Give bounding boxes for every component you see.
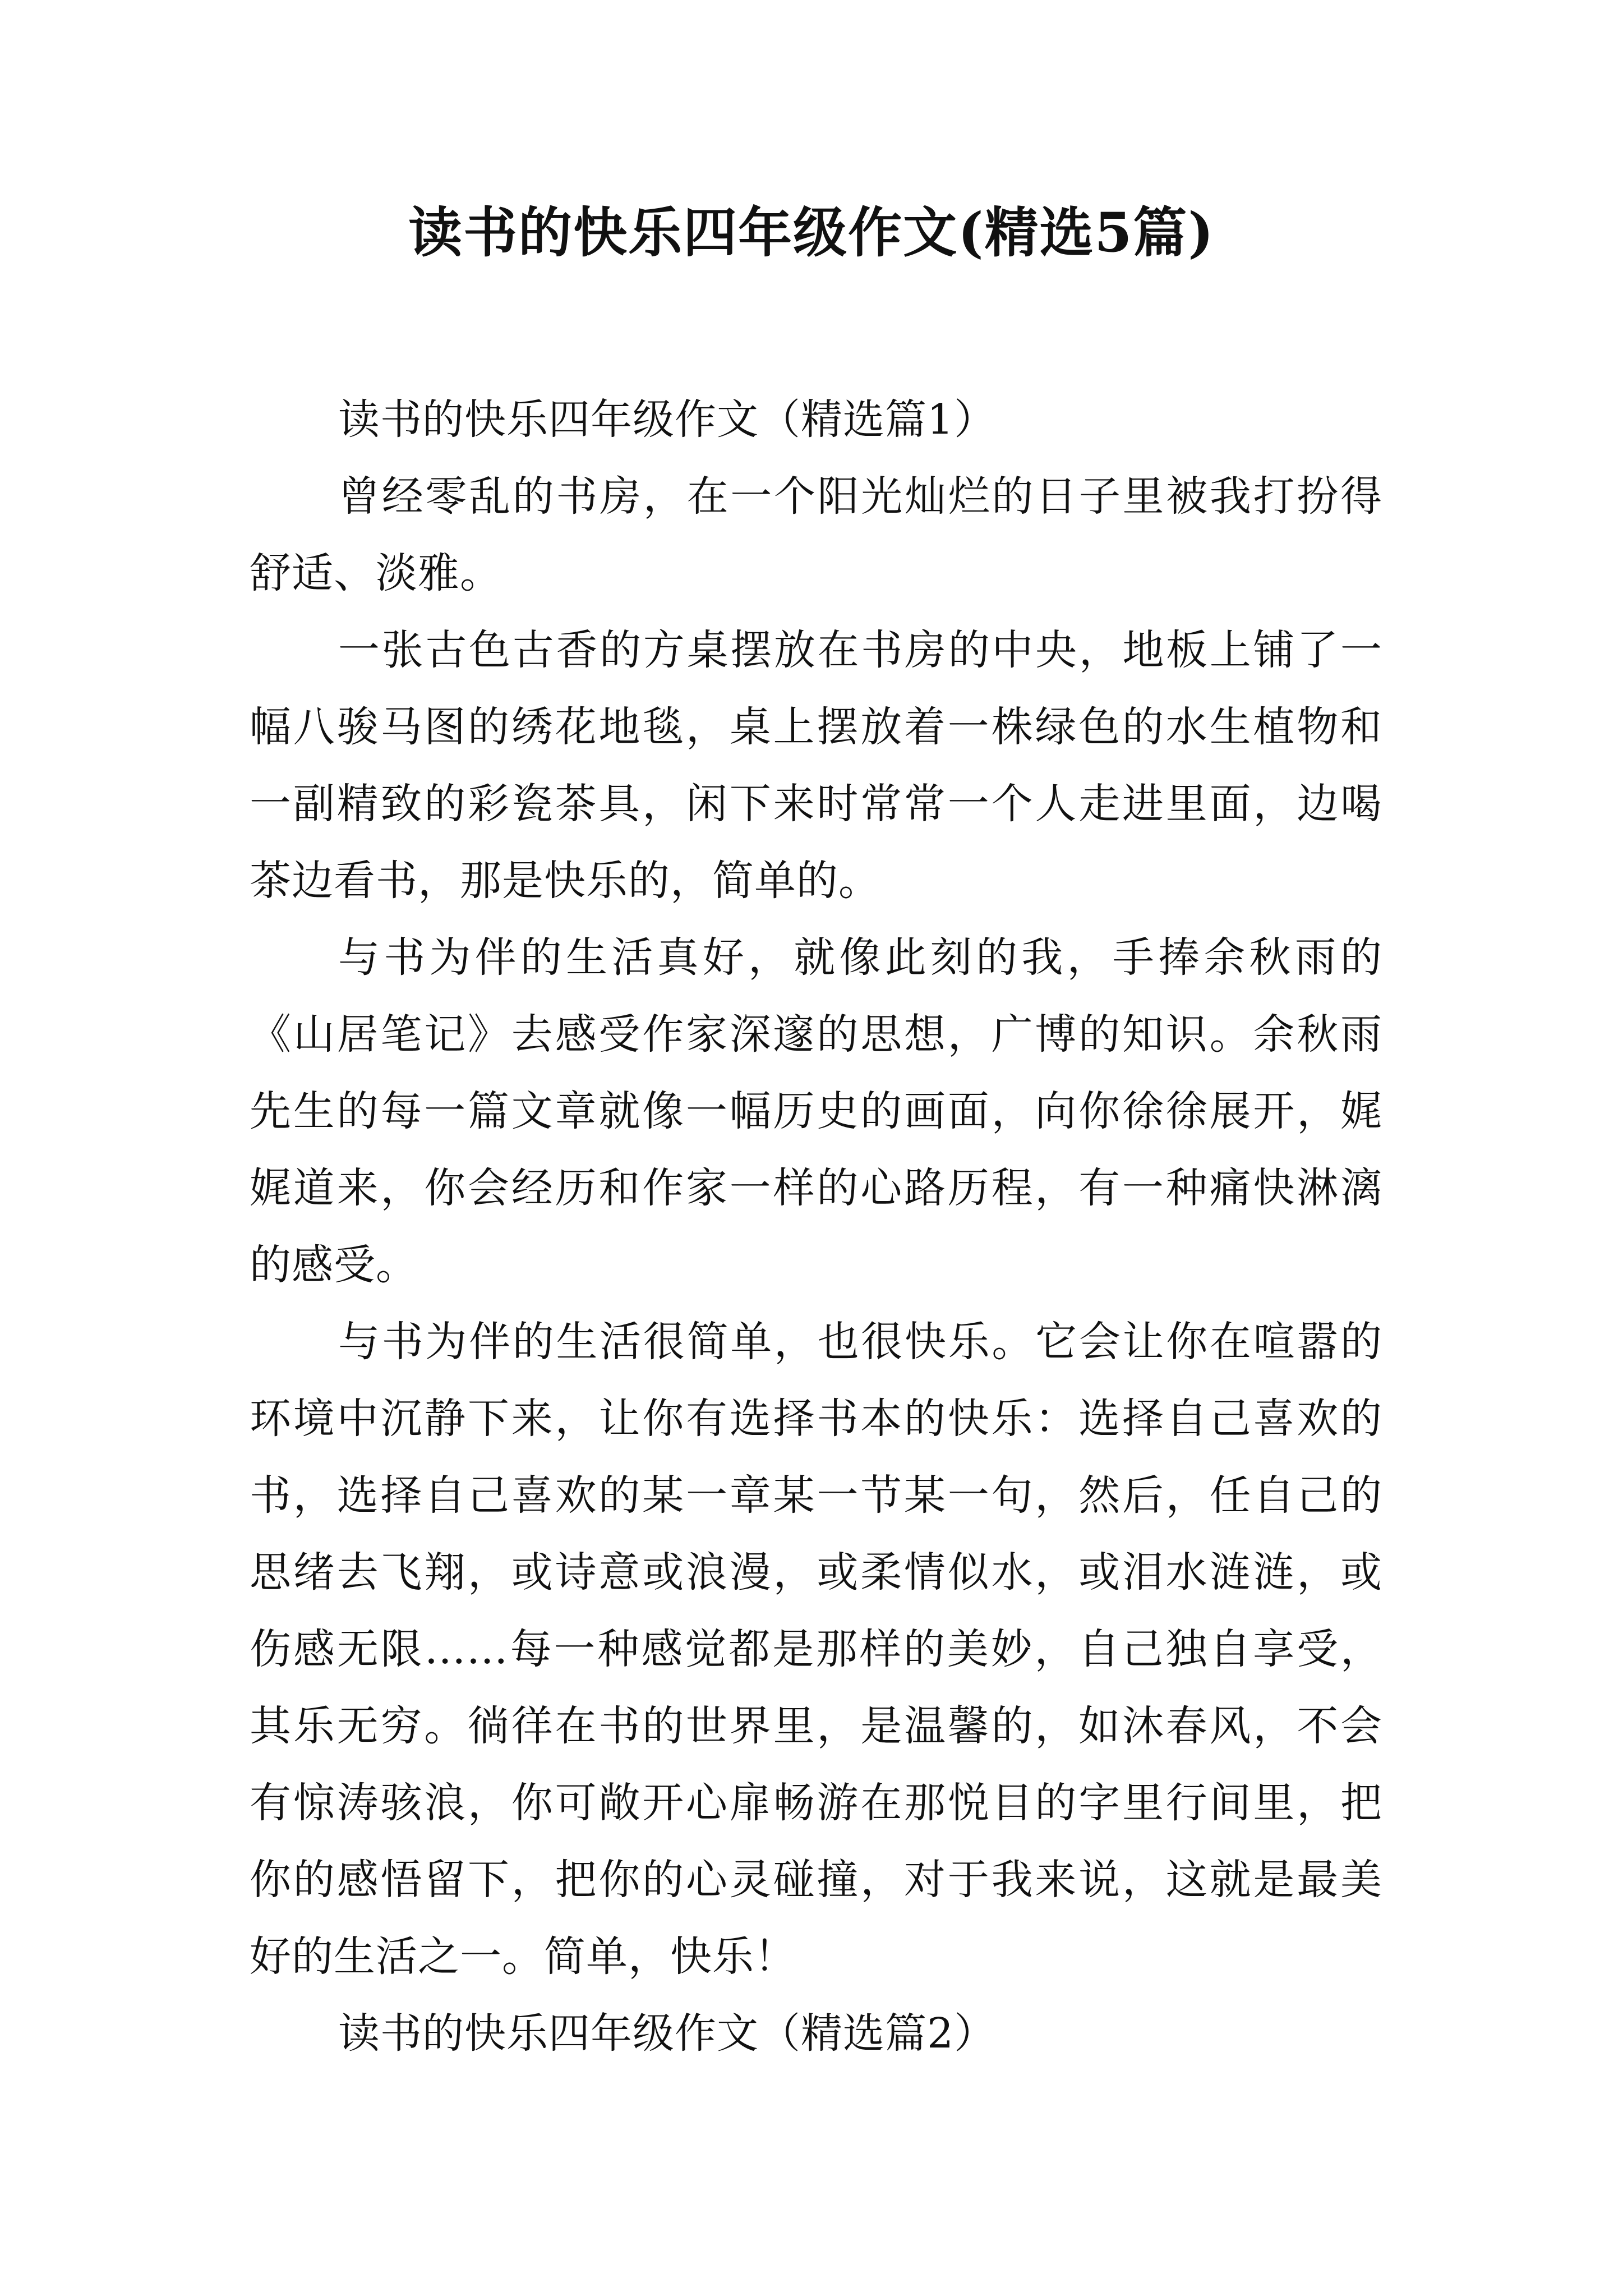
section-heading-2: 读书的快乐四年级作文（精选篇2） — [338, 2009, 997, 2058]
document-body — [250, 381, 1382, 2072]
paragraph-3: 与书为伴的生活真好，就像此刻的我，手捧余秋雨的《山居笔记》去感受作家深邃的思想，广博的知识。余秋雨先生的每一篇文章就像一幅历史的画面，向你徐徐展开，娓娓道来，你会经历和作家一样的心路历程，有一种痛快淋漓的感受。 — [250, 933, 1382, 1289]
paragraph-2: 一张古色古香的方桌摆放在书房的中央，地板上铺了一幅八骏马图的绣花地毯，桌上摆放着一株绿色的水生植物和一副精致的彩瓷茶具，闲下来时常常一个人走进里面，边喝茶边看书，那是快乐的，简单的。 — [250, 626, 1382, 905]
paragraph-1: 曾经零乱的书房，在一个阳光灿烂的日子里被我打扮得舒适、淡雅。 — [250, 472, 1382, 597]
document-title: 读书的快乐四年级作文(精选5篇) — [408, 201, 1215, 264]
paragraph-4: 与书为伴的生活很简单，也很快乐。它会让你在喧嚣的环境中沉静下来，让你有选择书本的快乐：选择自己喜欢的书，选择自己喜欢的某一章某一节某一句，然后，任自己的思绪去飞翔，或诗意或浪漫，或柔情似水，或泪水涟涟，或伤感无限……每一种感觉都是那样的美妙，自己独自享受，其乐无穷。徜徉在书的世界里，是温馨的，如沐春风，不会有惊涛骇浪，你可敞开心扉畅游在那悦目的字里行间里，把你的感悟留下，把你的心灵碰撞，对于我来说，这就是最美好的生活之一。简单，快乐！ — [250, 1318, 1382, 1981]
section-heading-1: 读书的快乐四年级作文（精选篇1） — [338, 395, 997, 444]
